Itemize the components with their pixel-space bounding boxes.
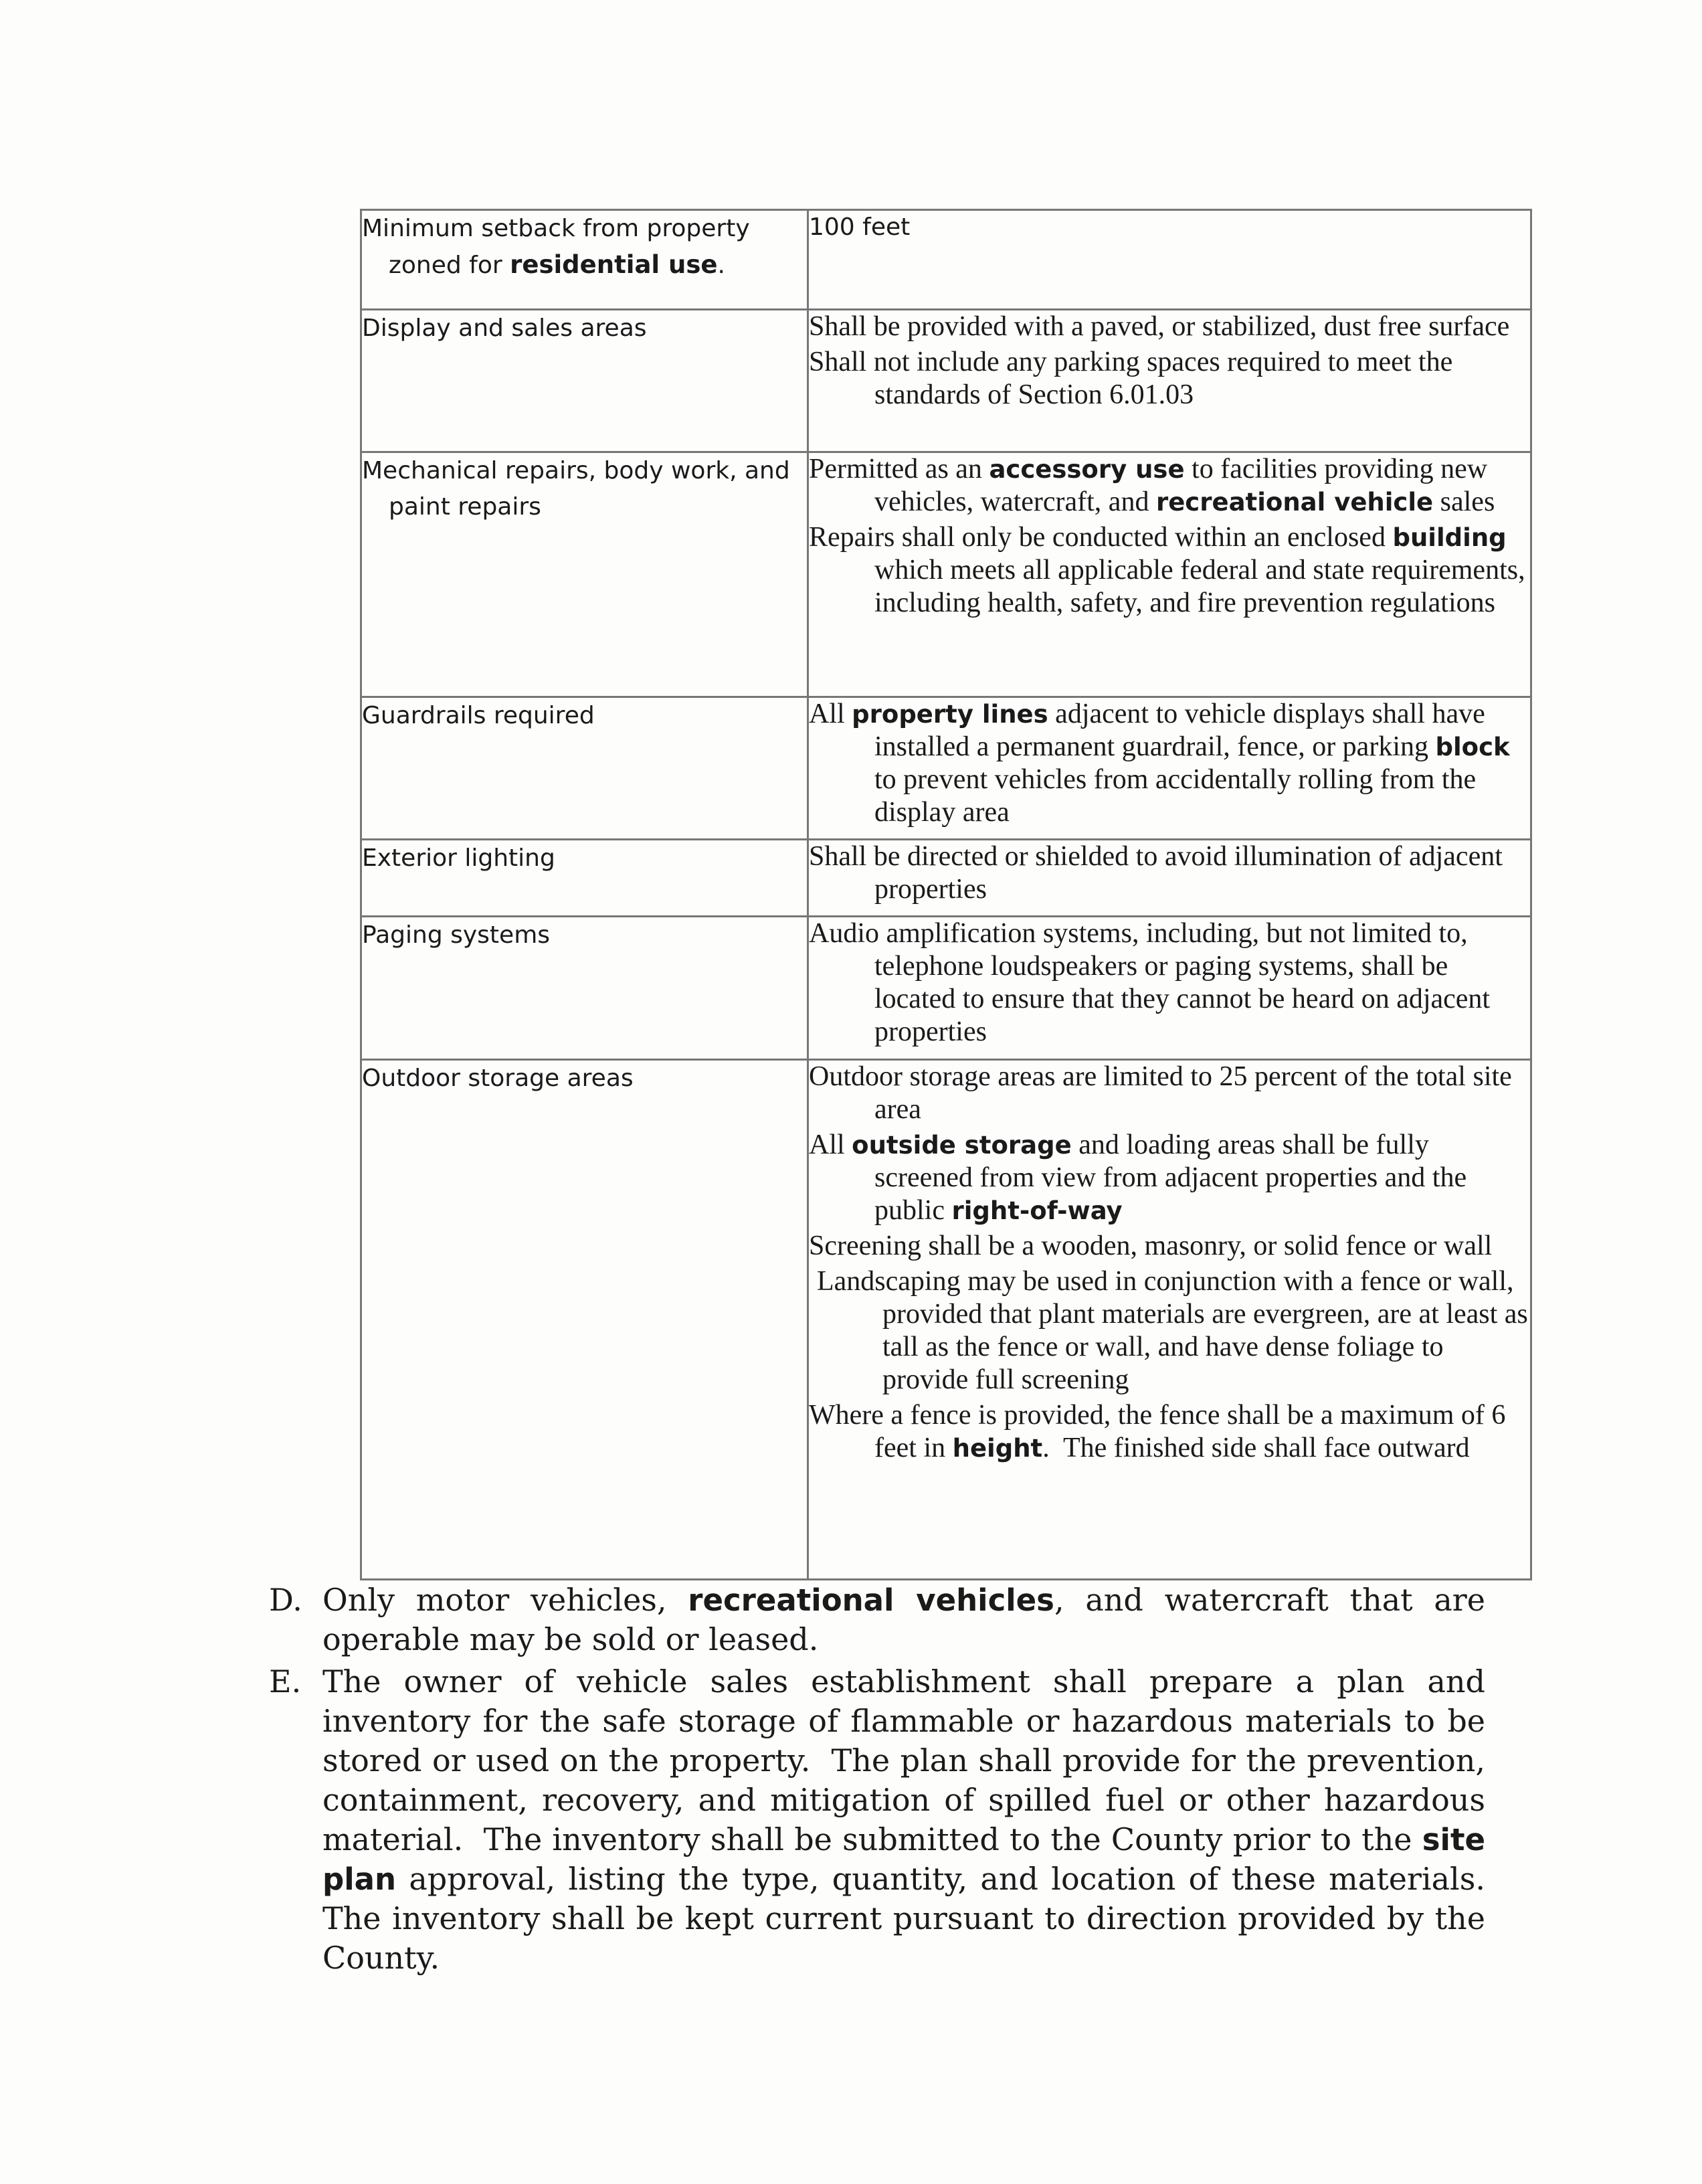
requirement-value — [808, 840, 1531, 917]
paragraph-marker: D. — [269, 1582, 302, 1618]
requirement-item: Outdoor storage areas are limited to 25 percent of the total site area — [809, 1061, 1512, 1125]
requirement-value — [808, 452, 1531, 697]
requirement-item: Shall be provided with a paved, or stabilized, dust free surface — [809, 311, 1510, 342]
label-line: Display and sales areas — [362, 314, 647, 342]
table-row — [361, 210, 1531, 310]
requirement-label — [361, 452, 808, 697]
label-line: Guardrails required — [362, 702, 595, 729]
requirements-table — [360, 209, 1532, 1580]
label-line: Paging systems — [362, 921, 551, 949]
requirement-item: Landscaping may be used in conjunction with a fence or wall, provided that plant materials are evergreen, are at least as tall as the fence or wall, and have dense foliage to provide full screening — [817, 1266, 1528, 1395]
table-row — [361, 310, 1531, 452]
label-line: paint repairs — [389, 493, 541, 521]
requirement-item: 100 feet — [809, 213, 911, 241]
paragraph-text: Only motor vehicles, recreational vehicles, and watercraft that are operable may be sold or leased. — [322, 1582, 1486, 1657]
label-line: Mechanical repairs, body work, and — [362, 457, 790, 484]
label-line: zoned for residential use. — [389, 250, 725, 279]
label-line: Minimum setback from property — [362, 215, 750, 242]
paragraph-marker: E. — [269, 1663, 302, 1700]
requirement-label — [361, 310, 808, 452]
table-row — [361, 840, 1531, 917]
requirement-item: All property lines adjacent to vehicle displays shall have installed a permanent guardrail, fence, or parking block to prevent vehicles from accidentally rolling from the display area — [809, 699, 1510, 828]
requirement-item: Permitted as an accessory use to facilities providing new vehicles, watercraft, and recreational vehicle sales — [809, 454, 1495, 517]
label-line: Exterior lighting — [362, 844, 555, 872]
table-row — [361, 1060, 1531, 1580]
table-row — [361, 917, 1531, 1060]
requirement-item: Where a fence is provided, the fence shall be a maximum of 6 feet in height. The finished side shall face outward — [809, 1400, 1506, 1463]
paragraph-d — [269, 1580, 1485, 1659]
requirement-item: Audio amplification systems, including, but not limited to, telephone loudspeakers or paging systems, shall be located to ensure that they cannot be heard on adjacent properties — [809, 918, 1491, 1047]
requirement-item: Screening shall be a wooden, masonry, or solid fence or wall — [809, 1231, 1493, 1261]
table-row — [361, 452, 1531, 697]
requirement-item: Shall not include any parking spaces required to meet the standards of Section 6.01.03 — [809, 347, 1453, 410]
requirement-value — [808, 917, 1531, 1060]
requirement-label — [361, 917, 808, 1060]
requirement-item: Shall be directed or shielded to avoid illumination of adjacent properties — [809, 841, 1503, 905]
requirement-label — [361, 697, 808, 840]
label-line: Outdoor storage areas — [362, 1065, 634, 1092]
paragraph-text: The owner of vehicle sales establishment shall prepare a plan and inventory for the safe storage of flammable or hazardous materials to be stored or used on the property. The plan shall provide for the prevention, containment, recovery, and mitigation of spilled fuel or other hazardous material. The inventory shall be submitted to the County prior to the site plan approval, listing the type, quantity, and location of these materials. The inventory shall be kept current pursuant to direction provided by the County. — [322, 1663, 1485, 1976]
requirement-value — [808, 697, 1531, 840]
requirement-value — [808, 310, 1531, 452]
requirement-item: Repairs shall only be conducted within an enclosed building which meets all applicable federal and state requirements, including health, safety, and fire prevention regulations — [809, 522, 1525, 618]
requirement-value — [808, 1060, 1531, 1580]
requirement-label — [361, 1060, 808, 1580]
paragraph-e — [269, 1662, 1485, 1978]
requirement-label — [361, 210, 808, 310]
body-text — [269, 1580, 1485, 1981]
requirement-value — [808, 210, 1531, 310]
requirement-item: All outside storage and loading areas shall be fully screened from view from adjacent properties and the public right-of-way — [809, 1129, 1467, 1226]
requirement-label — [361, 840, 808, 917]
table-row — [361, 697, 1531, 840]
